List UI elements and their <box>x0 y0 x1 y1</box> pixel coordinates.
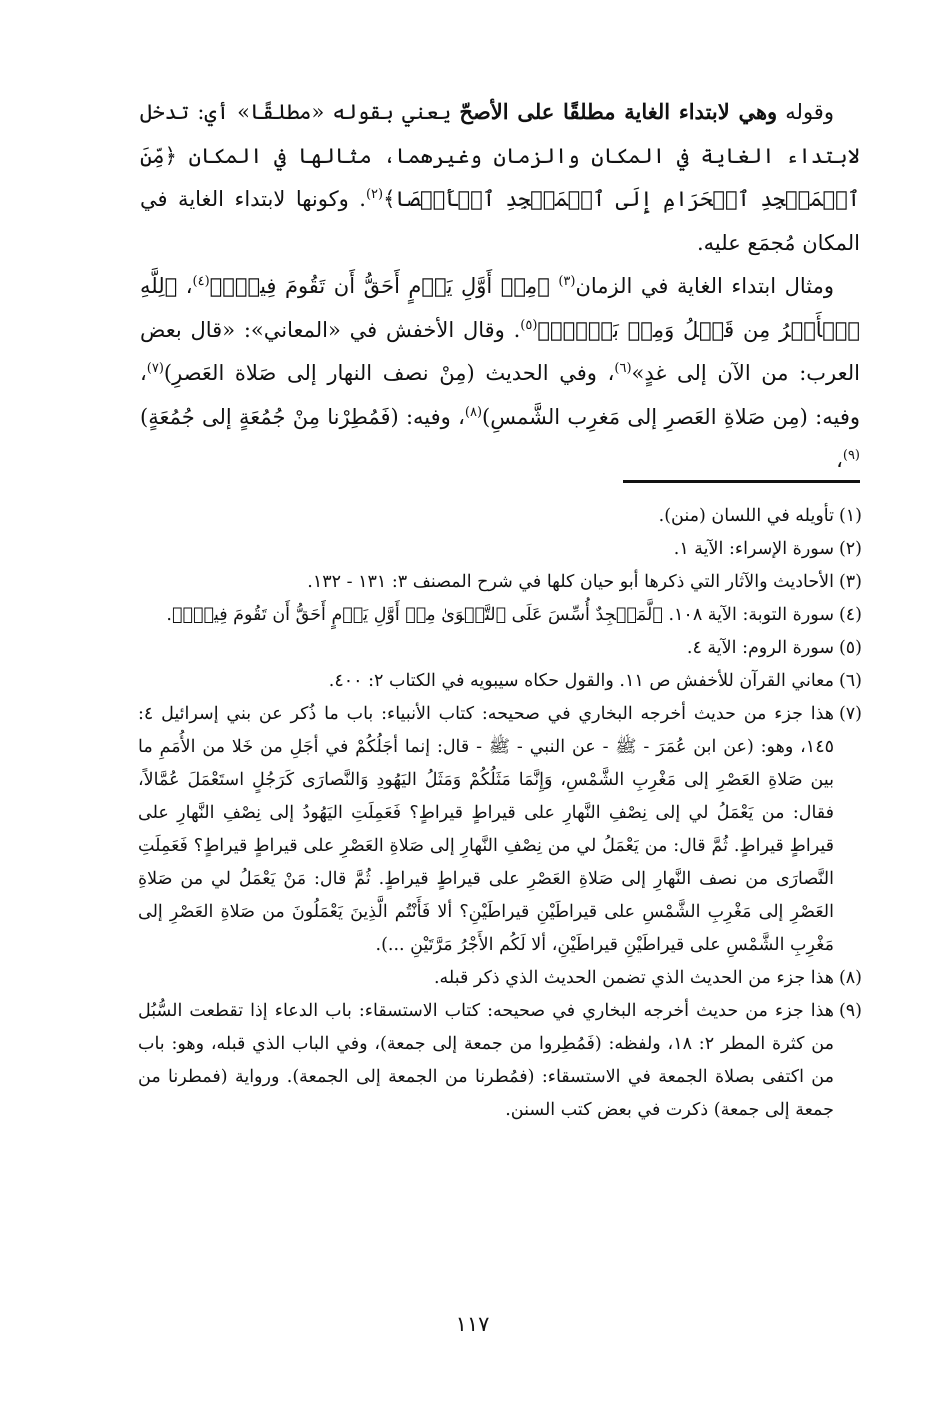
footnote-1 <box>138 500 862 533</box>
footnote-7 <box>138 698 862 962</box>
p2-text-c: ، وفيه: (مِن صَلاةِ العَصرِ إلى مَغرِب الشَّمسِ) <box>140 361 860 429</box>
p1-quran-verse: ﴿مِّنَ ٱلۡمَسۡجِدِ ٱلۡحَرَامِ إِلَى ٱلۡمَسۡجِدِ ٱلۡأَقۡصَا﴾ <box>140 143 860 211</box>
footnote-number: (١) <box>838 506 862 526</box>
page-number: ١١٧ <box>455 1312 490 1336</box>
footnote-ref-7: (٧) <box>146 361 164 376</box>
footnote-4 <box>138 599 862 632</box>
p1-tail: . وكونها لابتداء الغاية في المكان مُجمَع عليه. <box>140 187 860 255</box>
footnote-2 <box>138 533 862 566</box>
footnote-text: تأويله في اللسان (منن). <box>658 506 834 526</box>
p2-text-b: ، وفي الحديث (مِنْ نصف النهار إلى صَلاة العَصرِ) <box>163 361 615 385</box>
footnote-6 <box>138 665 862 698</box>
p2-text-a: . وقال الأخفش في «المعاني»: «قال بعض العرب: من الآن إلى غدٍ» <box>140 317 860 385</box>
footnote-text: سورة الروم: الآية ٤. <box>686 638 834 658</box>
p2-quran-verse-2: ﴿لِلَّهِ ٱلۡأَمۡرُ مِن قَبۡلُ وَمِنۢ بَعۡدُۚ﴾ <box>140 274 860 342</box>
footnote-ref-5: (٥) <box>520 317 538 333</box>
footnote-text: هذا جزء من حديث أخرجه البخاري في صحيحه: كتاب الاستسقاء: باب الدعاء إذا تقطعت السُّبُل من كثرة المطر ٢: ١٨، ولفظه: (فَمُطِروا من جمعة إلى جمعة)، وفي الباب الذي قبله، وهو: باب من اكتفى بصلاة الجمعة في الاستسقاء: (فمُطرنا من الجمعة إلى الجمعة). ورواية (فمطرنا من جمعة إلى جمعة) ذكرت في بعض كتب السنن. <box>138 1001 834 1120</box>
footnote-number: (٧) <box>838 704 862 724</box>
footnote-separator <box>623 480 860 483</box>
footnote-text: الأحاديث والآثار التي ذكرها أبو حيان كلها في شرح المصنف ٣: ١٣١ - ١٣٢. <box>307 572 834 592</box>
main-text-block <box>140 90 860 483</box>
footnote-text: هذا جزء من حديث أخرجه البخاري في صحيحه: كتاب الأنبياء: باب ما ذُكر عن بني إسرائيل ٤: ١٤٥، وهو: (عن ابن عُمَرَ - ﷺ - عن النبي - ﷺ - قال: إنما أجَلُكُمْ في أجَلِ من خَلا من الأُمَمِ ما بين صَلاةِ العَصْرِ إلى مَغْرِبِ الشَّمْسِ، وَإِنَّمَا مَثَلُكُمْ وَمَثَلُ اليَهُودِ وَالنَّصارَى كَرَجُلٍ استَعْمَلَ عُمَّالاً، فقال: من يَعْمَلُ لي إلى نِصْفِ النَّهارِ على قيراطٍ قيراطٍ؟ فَعَمِلَتِ اليَهُودُ إلى نِصْفِ النَّهارِ على قيراطٍ قيراطٍ. ثُمَّ قال: من يَعْمَلُ لي من نِصْفِ النَّهارِ إلى صَلاةِ العَصْرِ على قيراطٍ قيراطٍ؟ فَعَمِلَتِ النَّصارَى من نصف النَّهارِ إلى صَلاةِ العَصْرِ على قيراطٍ قيراطٍ. ثُمَّ قال: مَنْ يَعْمَلُ لي من صَلاةِ العَصْرِ إلى مَغْرِبِ الشَّمْسِ على قيراطَيْنِ قيراطَيْنِ؟ ألا فَأَنْتُم الَّذِينَ يَعْمَلُونَ من صَلاةِ العَصْرِ إلى مَغْرِبِ الشَّمْسِ على قيراطَيْنِ قيراطَيْنِ، ألا لَكُم الأَجْرُ مَرَّتَيْنِ ...). <box>138 704 834 955</box>
p1-bold-phrase: وهي لابتداء الغاية مطلقًا على الأصحّ <box>459 99 778 124</box>
footnotes <box>138 500 862 1127</box>
footnote-ref-8: (٨) <box>464 404 483 420</box>
footnote-number: (٣) <box>838 572 862 592</box>
main-text <box>140 90 860 483</box>
paragraph-1 <box>140 90 860 265</box>
p2-quran-verse-1: ﴿مِنۡ أَوَّلِ يَوۡمٍ أَحَقُّ أَن تَقُومَ فِيهِۚ﴾ <box>209 274 550 298</box>
p2-text-e: ، <box>836 448 843 472</box>
footnote-ref-4: (٤) <box>192 274 210 289</box>
paragraph-2 <box>140 265 860 483</box>
p2-separator: ، <box>177 274 193 298</box>
footnote-number: (٩) <box>838 1001 862 1021</box>
footnote-text: سورة الإسراء: الآية ١. <box>673 539 834 559</box>
footnote-ref-2: (٢) <box>365 187 384 202</box>
footnote-number: (٥) <box>838 638 862 658</box>
footnote-number: (٤) <box>838 605 862 625</box>
footnote-number: (٦) <box>838 671 862 691</box>
p1-intro: وقوله <box>785 100 834 124</box>
footnote-5 <box>138 632 862 665</box>
footnote-text: هذا جزء من الحديث الذي تضمن الحديث الذي ذكر قبله. <box>433 968 834 988</box>
p1-rest: يعني بقوله «مطلقًا» أي: تدخل لابتداء الغاية في المكان والزمان وغيرهما، مثالها في المكان <box>140 100 860 168</box>
p2-intro: ومثال ابتداء الغاية في الزمان <box>575 274 834 298</box>
footnote-3 <box>138 566 862 599</box>
footnote-8 <box>138 962 862 995</box>
footnote-ref-9: (٩) <box>842 448 860 463</box>
footnote-ref-3: (٣) <box>558 274 576 289</box>
footnote-number: (٨) <box>838 968 862 988</box>
footnote-ref-6: (٦) <box>614 361 632 376</box>
footnote-text: معاني القرآن للأخفش ص ١١. والقول حكاه سيبويه في الكتاب ٢: ٤٠٠. <box>328 671 834 691</box>
footnote-9 <box>138 995 862 1127</box>
footnote-text: سورة التوبة: الآية ١٠٨. ﴿لَّمَسۡجِدٌ أُسِّسَ عَلَى ٱلتَّقۡوَىٰ مِنۡ أَوَّلِ يَوۡمٍ أَحَقُّ أَن تَقُومَ فِيهِۚ﴾. <box>166 605 834 625</box>
footnote-number: (٢) <box>838 539 862 559</box>
p2-text-d: ، وفيه: (فَمُطِرْنا مِنْ جُمُعَةٍ إلى جُمُعَةٍ) <box>140 404 465 429</box>
